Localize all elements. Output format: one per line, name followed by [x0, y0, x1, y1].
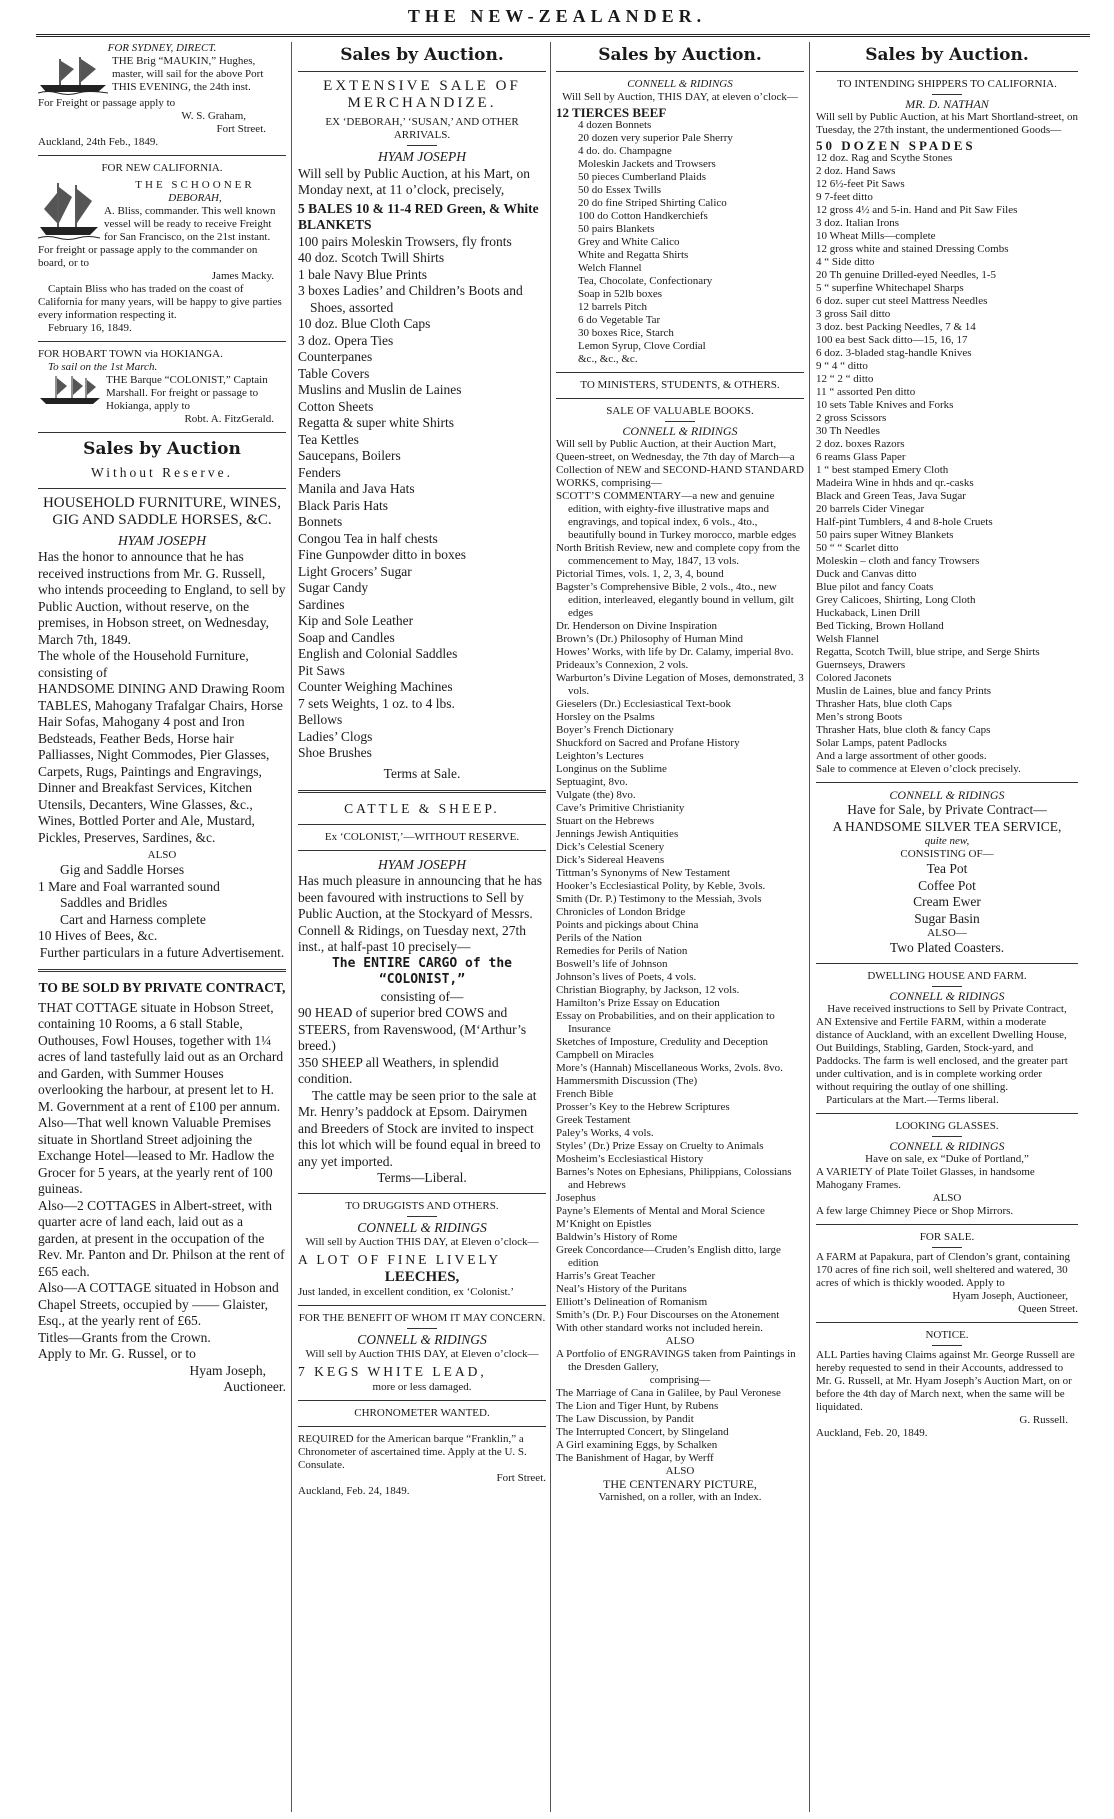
masthead-rule — [36, 34, 1090, 37]
list-item: Points and pickings about China — [556, 919, 699, 931]
list-item: Fine Gunpowder ditto in boxes — [298, 547, 466, 562]
list-item: Thrasher Hats, blue cloth Caps — [816, 698, 952, 710]
section-heading: Sales by Auction. — [865, 45, 1029, 65]
list-item: 20 do fine Striped Shirting Calico — [578, 197, 727, 209]
list-item: Soap and Candles — [298, 629, 395, 645]
list-item: Campbell on Miracles — [556, 1049, 654, 1061]
ad-heading: FOR HOBART TOWN via HOKIANGA. — [38, 348, 223, 360]
divider — [556, 372, 804, 373]
list-item: 6 reams Glass Paper — [816, 451, 906, 463]
list-item: The Marriage of Cana in Galilee, by Paul Veronese — [556, 1387, 781, 1399]
list-item: Longinus on the Sublime — [556, 763, 667, 775]
list-item: Greek Concordance—Cruden’s English ditto, large edition — [556, 1244, 781, 1269]
list-item: Black Paris Hats — [298, 497, 388, 513]
list-item: Sugar Candy — [298, 580, 369, 595]
list-item: Muslin de Laines, blue and fancy Prints — [816, 685, 992, 697]
list-item: Elliott’s Delineation of Romanism — [556, 1296, 708, 1308]
list-item: 3 doz. Opera Ties — [298, 332, 394, 348]
list-item: Harris’s Great Teacher — [556, 1270, 656, 1282]
list-item: 12 gross white and stained Dressing Combs — [816, 243, 1009, 255]
list-item: 100 pairs Moleskin Trowsers, fly fronts — [298, 233, 512, 249]
list-item: Moleskin Jackets and Trowsers — [578, 158, 716, 170]
list-item: 30 boxes Rice, Starch — [578, 327, 674, 339]
goods-list — [556, 119, 804, 366]
list-item: Counter Weighing Machines — [298, 679, 453, 694]
list-item: 30 Th Needles — [816, 425, 880, 437]
ad-heading: FOR SYDNEY, DIRECT. — [107, 42, 217, 54]
list-item: And a large assortment of other goods. — [816, 750, 987, 762]
list-item: Lemon Syrup, Clove Cordial — [578, 340, 706, 352]
list-item: Pictorial Times, vols. 1, 2, 3, 4, bound — [556, 568, 724, 580]
list-item: Moleskin – cloth and fancy Trowsers — [816, 555, 980, 567]
list-item: 20 Th genuine Drilled-eyed Needles, 1-5 — [816, 269, 997, 281]
list-item: Cotton Sheets — [298, 398, 374, 414]
list-item: Tea, Chocolate, Confectionary — [578, 275, 713, 287]
list-item: Johnson’s lives of Poets, 4 vols. — [556, 971, 697, 983]
list-item: Congou Tea in half chests — [298, 530, 438, 546]
list-item: 5 “ superfine Whitechapel Sharps — [816, 282, 964, 294]
list-item: French Bible — [556, 1088, 614, 1100]
list-item: Welch Flannel — [578, 262, 642, 274]
list-item: Men’s strong Boots — [816, 711, 903, 723]
divider — [298, 1193, 546, 1194]
list-item: Bonnets — [298, 514, 343, 529]
list-item: Stuart on the Hebrews — [556, 815, 655, 827]
list-item: Remedies for Perils of Nation — [556, 945, 688, 957]
divider — [556, 71, 804, 72]
list-item: Tea Pot — [926, 861, 968, 876]
list-item: 6 do Vegetable Tar — [578, 314, 661, 326]
column-rule — [550, 42, 551, 1812]
column-2: Sales by Auction. EXTENSIVE SALE OF MERCHANDIZE. EX ‘DEBORAH,’ ‘SUSAN,’ AND OTHER ARRIVALS. HYAM JOSEPH Will sell by Public Auction, at his Mart, on Monday next, at 11 o’clock, precisely, 5 BALES 10 & 11-4 RED Green, & White BLANKETS 100 pairs Moleskin Trowsers, fly fronts 40 doz. Scotch Twill Shirts 1 bale Navy Blue Prints 3 boxes Ladies’ and Children’s Boots and Shoes, assorted 10 doz. Blue Cloth Caps 3 doz. Opera Ties Counterpanes Table Covers Muslins and Muslin de Laines Cotton Sheets Regatta & super white Shirts Tea Kettles Saucepans, Boilers Fenders Manila and Java Hats Black Paris Hats Bonnets Congou Tea in half chests Fine Gunpowder ditto in boxes Light Grocers’ Sugar Sugar Candy Sardines Kip and Sole Leather Soap and Candles English and Colonial Saddles Pit Saws Counter Weighing Machines 7 sets Weights, 1 oz. to 4 lbs. Bellows Ladies’ Clogs Shoe Brushes Terms at Sale. CATTLE & SHEEP. Ex ‘COLONIST,’—WITHOUT RESERVE. HYAM JOSEPH Has much pleasure in announcing that he has been favoured with instructions to Sell by Public Auction, at the Stockyard of Messrs. Connell & Ridings, on Tuesday next, 27th inst., at half-past 10 precisely— The ENTIRE CARGO of the “COLONIST,” consisting of— 90 HEAD of superior bred COWS and STEERS, from Ravenswood, (M‘Arthur’s breed.) 350 SHEEP all Weathers, in splendid condition. The cattle may be seen prior to the sale at Mr. Henry’s paddock at Epsom. Dairymen and Breeders of Stock are invited to inspect this lot which will be found equal in breed to any yet imported. Terms—Liberal. TO DRUGGISTS AND OTHERS. CONNELL & RIDINGS Will sell by Auction THIS DAY, at Eleven o’clock— A LOT OF FINE LIVELY LEECHES, Just landed, in excellent condition, ex ‘Colonist.’ FOR THE BENEFIT OF WHOM IT MAY CONCERN. CONNELL & RIDINGS Will sell by Auction THIS DAY, at Eleven o’clock— 7 KEGS WHITE LEAD, more or less damaged. CHRONOMETER WANTED. REQUIRED for the American barque “Franklin,” a Chronometer of ascertained time. Apply at the U. S. Consulate. Fort Street. Auckland, Feb. 24, 1849. — [298, 45, 546, 1497]
list-item: Shuckford on Sacred and Profane History — [556, 737, 740, 749]
list-item: SCOTT’S COMMENTARY—a new and genuine edition, with eighty-five illustrative maps and engravings, and topical index, 6 vols., 4to., beautifully bound in Turkey morocco, marble edges — [556, 490, 797, 541]
list-item: Table Covers — [298, 365, 370, 381]
list-item: Jennings Jewish Antiquities — [556, 828, 679, 840]
list-item: Half-pint Tumblers, 4 and 8-hole Cruets — [816, 516, 993, 528]
list-item: Prosser’s Key to the Hebrew Scriptures — [556, 1101, 730, 1113]
divider — [38, 969, 286, 972]
masthead: THE NEW-ZEALANDER. — [407, 6, 707, 26]
list-item: The Law Discussion, by Pandit — [556, 1413, 694, 1425]
list-item: Madeira Wine in hhds and qr.-casks — [816, 477, 974, 489]
list-item: 50 “ “ Scarlet ditto — [816, 542, 899, 554]
list-item: 4 “ Side ditto — [816, 256, 875, 268]
divider — [816, 782, 1078, 783]
list-item: Smith’s (Dr. P.) Four Discourses on the Atonement — [556, 1309, 780, 1321]
list-item: Bed Ticking, Brown Holland — [816, 620, 944, 632]
list-item: 7 sets Weights, 1 oz. to 4 lbs. — [298, 695, 455, 711]
list-item: Manila and Java Hats — [298, 481, 415, 496]
column-rule — [291, 42, 292, 1812]
ad-title: LOOKING GLASSES. — [895, 1119, 999, 1132]
list-item: Sugar Basin — [914, 910, 980, 926]
list-item: 12 doz. Rag and Scythe Stones — [816, 152, 953, 164]
section-heading: Sales by Auction. — [598, 45, 762, 65]
list-item: Hamilton’s Prize Essay on Education — [556, 997, 720, 1009]
divider — [298, 1305, 546, 1306]
list-item: 20 dozen very superior Pale Sherry — [578, 132, 733, 144]
divider — [38, 488, 286, 489]
list-item: Counterpanes — [298, 349, 373, 364]
list-item: Huckaback, Linen Drill — [816, 607, 921, 619]
list-item: 50 do Essex Twills — [578, 184, 662, 196]
list-item: 2 gross Scissors — [816, 412, 887, 424]
list-item: Neal’s History of the Puritans — [556, 1283, 687, 1295]
column-3: Sales by Auction. CONNELL & RIDINGS Will Sell by Auction, THIS DAY, at eleven o’clock— 12 TIERCES BEEF 4 dozen Bonnets 20 dozen very superior Pale Sherry 4 do. do. Champagne Moleskin Jackets and Trowsers 50 pieces Cumberland Plaids 50 do Essex Twills 20 do fine Striped Shirting Calico 100 do Cotton Handkerchiefs 50 pairs Blankets Grey and White Calico White and Regatta Shirts Welch Flannel Tea, Chocolate, Confectionary Soap in 52lb boxes 12 barrels Pitch 6 do Vegetable Tar 30 boxes Rice, Starch Lemon Syrup, Clove Cordial &c., &c., &c. TO MINISTERS, STUDENTS, & OTHERS. SALE OF VALUABLE BOOKS. CONNELL & RIDINGS Will sell by Public Auction, at their Auction Mart, Queen-street, on Wednesday, the 7th day of March—a Collection of NEW and SECOND-HAND STANDARD WORKS, comprising— SCOTT’S COMMENTARY—a new and genuine edition, with eighty-five illustrative maps and engravings, and topical index, 6 vols., 4to., beautifully bound in Turkey morocco, marble edges North British Review, new and complete copy from the commencement to May, 1847, 13 vols. Pictorial Times, vols. 1, 2, 3, 4, bound Bagster’s Comprehensive Bible, 2 vols., 4to., new edition, interleaved, elegantly bound in vellum, gilt edges Dr. Henderson on Divine Inspiration Brown’s (Dr.) Philosophy of Human Mind Howes’ Works, with life by Dr. Calamy, imperial 8vo. Prideaux’s Connexion, 2 vols. Warburton’s Divine Legation of Moses, demonstrated, 3 vols. Gieselers (Dr.) Ecclesiastical Text-book Horsley on the Psalms Boyer’s French Dictionary Shuckford on Sacred and Profane History Leighton’s Lectures Longinus on the Sublime Septuagint, 8vo. Vulgate (the) 8vo. Cave’s Primitive Christianity Stuart on the Hebrews Jennings Jewish Antiquities Dick’s Celestial Scenery Dick’s Sidereal Heavens Tittman’s Synonyms of New Testament Hooker’s Ecclesiastical Polity, by Keble, 3vols. Smith (Dr. P.) Testimony to the Messiah, 3vols Chronicles of London Bridge Points and pickings about China Perils of the Nation Remedies for Perils of Nation Boswell’s life of Johnson Johnson’s lives of Poets, 4 vols. Christian Biography, by Jackson, 12 vols. Hamilton’s Prize Essay on Education Essay on Probabilities, and on their application to Insurance Sketches of Imposture, Credulity and Deception Campbell on Miracles More’s (Hannah) Miscellaneous Works, 2vols. 8vo. Hammersmith Discussion (The) French Bible Prosser’s Key to the Hebrew Scriptures Greek Testament Paley’s Works, 4 vols. Styles’ (Dr.) Prize Essay on Cruelty to Animals Mosheim’s Ecclesiastical History Barnes’s Notes on Ephesians, Philippians, Colossians and Hebrews Josephus Payne’s Elements of Mental and Moral Science M‘Knight on Epistles Baldwin’s History of Rome Greek Concordance—Cruden’s English ditto, large edition Harris’s Great Teacher Neal’s History of the Puritans Elliott’s Delineation of Romanism Smith’s (Dr. P.) Four Discourses on the Atonement With other standard works not included herein. ALSO A Portfolio of ENGRAVINGS taken from Paintings in the Dresden Gallery, comprising— The Marriage of Cana in Galilee, by Paul Veronese The Lion and Tiger Hunt, by Rubens The Law Discussion, by Pandit The Interrupted Concert, by Slingeland A Girl examining Eggs, by Schalken The Banishment of Hagar, by Werff ALSO THE CENTENARY PICTURE, Varnished, on a roller, with an Index. — [556, 45, 804, 1503]
divider — [38, 432, 286, 433]
list-item: 9 7-feet ditto — [816, 191, 873, 203]
list-item: 12 “ 2 “ ditto — [816, 373, 874, 385]
ship-icon — [38, 55, 108, 95]
list-item: Colored Jaconets — [816, 672, 892, 684]
list-item: Soap in 52lb boxes — [578, 288, 663, 300]
list-item: North British Review, new and complete copy from the commencement to May, 1847, 13 vols. — [556, 542, 800, 567]
list-item: 2 doz. boxes Razors — [816, 438, 905, 450]
list-item: Barnes’s Notes on Ephesians, Philippians, Colossians and Hebrews — [556, 1166, 792, 1191]
divider — [38, 155, 286, 156]
list-item: 10 doz. Blue Cloth Caps — [298, 316, 431, 331]
list-item: 1 “ best stamped Emery Cloth — [816, 464, 949, 476]
list-item: 1 bale Navy Blue Prints — [298, 266, 427, 282]
ad-title: CATTLE & SHEEP. — [344, 801, 500, 816]
list-item: 100 do Cotton Handkerchiefs — [578, 210, 708, 222]
divider — [816, 1113, 1078, 1114]
ad-heading: FOR NEW CALIFORNIA. — [101, 162, 223, 174]
ad-title: CHRONOMETER WANTED. — [354, 1406, 490, 1419]
list-item: 10 sets Table Knives and Forks — [816, 399, 954, 411]
list-item: 3 doz. Italian Irons — [816, 217, 900, 229]
list-item: Boswell’s life of Johnson — [556, 958, 668, 970]
list-item: Pit Saws — [298, 662, 345, 678]
list-item: Thrasher Hats, blue cloth & fancy Caps — [816, 724, 991, 736]
goods-list — [816, 152, 1078, 763]
list-item: Warburton’s Divine Legation of Moses, demonstrated, 3 vols. — [556, 672, 804, 697]
tea-service-list — [816, 861, 1078, 927]
list-item: 50 pairs Blankets — [578, 223, 655, 235]
list-item: Prideaux’s Connexion, 2 vols. — [556, 659, 689, 671]
list-item: Tittman’s Synonyms of New Testament — [556, 867, 731, 879]
list-item: Gieselers (Dr.) Ecclesiastical Text-book — [556, 698, 731, 710]
list-item: Grey and White Calico — [578, 236, 680, 248]
list-item: English and Colonial Saddles — [298, 646, 458, 661]
column-1: FOR SYDNEY, DIRECT. THE Brig “MAUKIN,” Hughes, master, will sail for the above Port THIS EVENING, the 24th inst. For Freight or passage apply to W. S. Graham, Fort Street. Auckland, 24th Feb., 1849. FOR NEW CALIFORNIA. THE SCHOONER DEBORAH, A. Bliss, commander. This well known vessel will be ready to receive Freight for San Francisco, on the 21st instant. For freight or passage apply to the commander on board, or to James Macky. Captain Bliss who has traded on the coast of California for many years, will be happy to give parties every information respecting it. February 16, 1849. FOR HOBART TOWN via HOKIANGA. To sail on the 1st March. THE Barque “COLONIST,” Captain Marshall. For freight or passage to Hokianga, apply to Robt. A. FitzGerald. Sales by Auction Without Reserve. HOUSEHOLD FURNITURE, WINES, GIG AND SADDLE HORSES, &C. HYAM JOSEPH Has the honor to announce that he has received instructions from Mr. G. Russell, who intends proceeding to England, to sell by Public Auction, without reserve, on the premises, in Hobson street, on Wednesday, March 7th, 1849. The whole of the Household Furniture, consisting of HANDSOME DINING AND Drawing Room TABLES, Mahogany Trafalgar Chairs, Horse Hair Sofas, Mahogany 4 post and Iron Bedsteads, Feather Beds, Horse hair Palliasses, Night Commodes, Pier Glasses, Carpets, Rugs, Paintings and Engravings, Dinner and Breakfast Services, Kitchen Utensils, Decanters, Wine Glasses, &c., Wines, Bottled Porter and Ale, Mustard, Pickles, Preserves, Sardines, &c. ALSO Gig and Saddle Horses 1 Mare and Foal warranted sound Saddles and Bridles Cart and Harness complete 10 Hives of Bees, &c. Further particulars in a future Advertisement. TO BE SOLD BY PRIVATE CONTRACT, THAT COTTAGE situate in Hobson Street, containing 10 Rooms, a 6 stall Stable, Outhouses, Fowl Houses, together with 1¼ acres of land tastefully laid out as an Orchard and Garden, with Summer Houses overlooking the harbour, at present let to H. M. Government at a rent of £100 per annum. Also—That well known Valuable Premises situate in Shortland Street adjoining the Exchange Hotel—leased to Mr. Hadlow the Grocer for 5 years, at the yearly rent of 100 guineas. Also—2 COTTAGES in Albert-street, with quarter acre of land each, laid out as a garden, at present in the occupation of the Rev. Mr. Panton and Dr. Philson at the rent of £65 each. Also—A COTTAGE situated in Hobson and Chapel Streets, occupied by —— Glaister, Esq., at the yearly rent of £65. Titles—Grants from the Crown. Apply to Mr. G. Russel, or to Hyam Joseph, Auctioneer. — [38, 42, 286, 1394]
list-item: Bellows — [298, 712, 343, 727]
list-item: 12 barrels Pitch — [578, 301, 648, 313]
list-item: A Girl examining Eggs, by Schalken — [556, 1439, 718, 1451]
list-item: Blue pilot and fancy Coats — [816, 581, 934, 593]
list-item: Boyer’s French Dictionary — [556, 724, 674, 736]
list-item: 2 doz. Hand Saws — [816, 165, 896, 177]
list-item: &c., &c., &c. — [578, 353, 638, 365]
column-4: Sales by Auction. TO INTENDING SHIPPERS TO CALIFORNIA. MR. D. NATHAN Will sell by Public Auction, at his Mart Shortland-street, on Tuesday, the 27th instant, the undermentioned Goods— 50 DOZEN SPADES 12 doz. Rag and Scythe Stones 2 doz. Hand Saws 12 6½-feet Pit Saws 9 7-feet ditto 12 gross 4½ and 5-in. Hand and Pit Saw Files 3 doz. Italian Irons 10 Wheat Mills—complete 12 gross white and stained Dressing Combs 4 “ Side ditto 20 Th genuine Drilled-eyed Needles, 1-5 5 “ superfine Whitechapel Sharps 6 doz. super cut steel Mattress Needles 3 gross Sail ditto 3 doz. best Packing Needles, 7 & 14 100 ea best Sack ditto—15, 16, 17 6 doz. 3-bladed stag-handle Knives 9 “ 4 “ ditto 12 “ 2 “ ditto 11 “ assorted Pen ditto 10 sets Table Knives and Forks 2 gross Scissors 30 Th Needles 2 doz. boxes Razors 6 reams Glass Paper 1 “ best stamped Emery Cloth Madeira Wine in hhds and qr.-casks Black and Green Teas, Java Sugar 20 barrels Cider Vinegar Half-pint Tumblers, 4 and 8-hole Cruets 50 pairs super Witney Blankets 50 “ “ Scarlet ditto Moleskin – cloth and fancy Trowsers Duck and Canvas ditto Blue pilot and fancy Coats Grey Calicoes, Shirting, Long Cloth Huckaback, Linen Drill Bed Ticking, Brown Holland Welsh Flannel Regatta, Scotch Twill, blue stripe, and Serge Shirts Guernseys, Drawers Colored Jaconets Muslin de Laines, blue and fancy Prints Thrasher Hats, blue cloth Caps Men’s strong Boots Thrasher Hats, blue cloth & fancy Caps Solar Lamps, patent Padlocks And a large assortment of other goods. Sale to commence at Eleven o’clock precisely. CONNELL & RIDINGS Have for Sale, by Private Contract— A HANDSOME SILVER TEA SERVICE, quite new, CONSISTING OF— Tea Pot Coffee Pot Cream Ewer Sugar Basin ALSO— Two Plated Coasters. DWELLING HOUSE AND FARM. CONNELL & RIDINGS Have received instructions to Sell by Private Contract, AN Extensive and Fertile FARM, within a moderate distance of Auckland, with an excellent Dwelling House, Out Buildings, Stabling, Garden, Stock-yard, and Paddocks. The farm is well enclosed, and the greater part under cultivation, and is in complete working order without requiring the outlay of one shilling. Particulars at the Mart.—Terms liberal. LOOKING GLASSES. CONNELL & RIDINGS Have on sale, ex “Duke of Portland,” A VARIETY of Plate Toilet Glasses, in handsome Mahogany Frames. ALSO A few large Chimney Piece or Shop Mirrors. FOR SALE. A FARM at Papakura, part of Clendon’s grant, containing 170 acres of fine rich soil, well sheltered and watered, 30 acres of which is thickly wooded. Apply to Hyam Joseph, Auctioneer, Queen Street. NOTICE. ALL Parties having Claims against Mr. George Russell are hereby requested to send in their Accounts, addressed to Mr. G. Russell, at Mr. Hyam Joseph’s Auction Mart, on or before the 4th day of March next, when the same will be liquidated. G. Russell. Auckland, Feb. 20, 1849. — [816, 45, 1078, 1439]
ad-title: DWELLING HOUSE AND FARM. — [867, 969, 1027, 982]
divider — [298, 790, 546, 793]
list-item: Hammersmith Discussion (The) — [556, 1075, 698, 1087]
list-item: Tea Kettles — [298, 431, 359, 447]
list-item: Howes’ Works, with life by Dr. Calamy, imperial 8vo. — [556, 646, 794, 658]
divider — [816, 1224, 1078, 1225]
list-item: Josephus — [556, 1192, 596, 1204]
list-item: The Banishment of Hagar, by Werff — [556, 1452, 714, 1464]
section-heading: Sales by Auction — [83, 439, 241, 459]
column-rule — [809, 42, 810, 1812]
list-item: Essay on Probabilities, and on their application to Insurance — [556, 1010, 775, 1035]
divider — [816, 1322, 1078, 1323]
list-item: Guernseys, Drawers — [816, 659, 906, 671]
list-item: 50 pairs super Witney Blankets — [816, 529, 954, 541]
list-item: Kip and Sole Leather — [298, 613, 414, 628]
list-item: 6 doz. super cut steel Mattress Needles — [816, 295, 988, 307]
list-item: Muslins and Muslin de Laines — [298, 382, 462, 397]
list-item: Perils of the Nation — [556, 932, 642, 944]
list-item: Horsley on the Psalms — [556, 711, 655, 723]
list-item: White and Regatta Shirts — [578, 249, 689, 261]
list-item: 9 “ 4 “ ditto — [816, 360, 868, 372]
list-item: Baldwin’s History of Rome — [556, 1231, 678, 1243]
list-item: Regatta & super white Shirts — [298, 415, 454, 430]
schooner-icon — [38, 179, 100, 241]
list-item: Dick’s Celestial Scenery — [556, 841, 665, 853]
list-item: Saucepans, Boilers — [298, 448, 401, 463]
list-item: Septuagint, 8vo. — [556, 776, 628, 788]
list-item: 10 Wheat Mills—complete — [816, 230, 936, 242]
merchandise-list — [298, 234, 546, 762]
list-item: Sardines — [298, 596, 345, 612]
list-item: Coffee Pot — [918, 877, 976, 893]
ad-title: NOTICE. — [925, 1328, 969, 1341]
list-item: Leighton’s Lectures — [556, 750, 644, 762]
divider — [816, 71, 1078, 72]
list-item: Mosheim’s Ecclesiastical History — [556, 1153, 704, 1165]
list-item: Duck and Canvas ditto — [816, 568, 917, 580]
ad-title: FOR SALE. — [919, 1230, 975, 1243]
divider — [38, 341, 286, 342]
divider — [298, 71, 546, 72]
list-item: Paley’s Works, 4 vols. — [556, 1127, 654, 1139]
list-item: Christian Biography, by Jackson, 12 vols. — [556, 984, 740, 996]
ad-title: TO INTENDING SHIPPERS TO CALIFORNIA. — [837, 78, 1057, 90]
list-item: The Interrupted Concert, by Slingeland — [556, 1426, 729, 1438]
list-item: Ladies’ Clogs — [298, 728, 373, 744]
list-item: Light Grocers’ Sugar — [298, 563, 412, 579]
list-item: 11 “ assorted Pen ditto — [816, 386, 916, 398]
list-item: Greek Testament — [556, 1114, 631, 1126]
list-item: 40 doz. Scotch Twill Shirts — [298, 250, 445, 265]
list-item: Bagster’s Comprehensive Bible, 2 vols., 4to., new edition, interleaved, elegantly bound in vellum, gilt edges — [556, 581, 794, 619]
list-item: Black and Green Teas, Java Sugar — [816, 490, 966, 502]
ad-title: EXTENSIVE SALE OF MERCHANDIZE. — [323, 78, 521, 111]
list-item: 50 pieces Cumberland Plaids — [578, 171, 707, 183]
list-item: Dick’s Sidereal Heavens — [556, 854, 665, 866]
ad-title: TO BE SOLD BY PRIVATE CONTRACT, — [38, 980, 286, 995]
ad-title: TO MINISTERS, STUDENTS, & OTHERS. — [580, 379, 780, 391]
list-item: Cream Ewer — [913, 894, 981, 909]
ad-title: TO DRUGGISTS AND OTHERS. — [345, 1199, 499, 1212]
list-item: 3 doz. best Packing Needles, 7 & 14 — [816, 321, 976, 333]
list-item: Shoe Brushes — [298, 745, 372, 760]
list-item: 6 doz. 3-bladed stag-handle Knives — [816, 347, 972, 359]
list-item: More’s (Hannah) Miscellaneous Works, 2vols. 8vo. — [556, 1062, 783, 1074]
list-item: Fenders — [298, 464, 341, 480]
list-item: Smith (Dr. P.) Testimony to the Messiah, 3vols — [556, 893, 762, 905]
list-item: 12 6½-feet Pit Saws — [816, 178, 905, 190]
ad-title: HOUSEHOLD FURNITURE, WINES, GIG AND SADDLE HORSES, &C. — [42, 494, 282, 528]
barque-icon — [38, 374, 102, 408]
list-item: Brown’s (Dr.) Philosophy of Human Mind — [556, 633, 743, 645]
list-item: 3 boxes Ladies’ and Children’s Boots and Shoes, assorted — [298, 283, 523, 315]
list-item: 4 do. do. Champagne — [578, 145, 672, 157]
divider — [816, 963, 1078, 964]
engravings-list — [556, 1387, 804, 1465]
list-item: Welsh Flannel — [816, 633, 879, 645]
section-heading: Sales by Auction. — [340, 45, 504, 65]
list-item: Solar Lamps, patent Padlocks — [816, 737, 947, 749]
list-item: Vulgate (the) 8vo. — [556, 789, 636, 801]
books-list — [556, 490, 804, 1335]
list-item: Chronicles of London Bridge — [556, 906, 686, 918]
ad-title: FOR THE BENEFIT OF WHOM IT MAY CONCERN. — [298, 1311, 546, 1324]
list-item: Grey Calicoes, Shirting, Long Cloth — [816, 594, 976, 606]
list-item: 3 gross Sail ditto — [816, 308, 891, 320]
list-item: Regatta, Scotch Twill, blue stripe, and Serge Shirts — [816, 646, 1040, 658]
list-item: The Lion and Tiger Hunt, by Rubens — [556, 1400, 719, 1412]
list-item: 100 ea best Sack ditto—15, 16, 17 — [816, 334, 968, 346]
list-item: Cave’s Primitive Christianity — [556, 802, 685, 814]
list-item: Payne’s Elements of Mental and Moral Science — [556, 1205, 765, 1217]
list-item: 20 barrels Cider Vinegar — [816, 503, 925, 515]
list-item: M‘Knight on Epistles — [556, 1218, 652, 1230]
list-item: Hooker’s Ecclesiastical Polity, by Keble, 3vols. — [556, 880, 766, 892]
list-item: Styles’ (Dr.) Prize Essay on Cruelty to Animals — [556, 1140, 764, 1152]
list-item: Sketches of Imposture, Credulity and Deception — [556, 1036, 769, 1048]
list-item: 12 gross 4½ and 5-in. Hand and Pit Saw Files — [816, 204, 1018, 216]
list-item: 4 dozen Bonnets — [578, 119, 652, 131]
divider — [298, 1400, 546, 1401]
list-item: Dr. Henderson on Divine Inspiration — [556, 620, 717, 632]
list-item: With other standard works not included herein. — [556, 1322, 763, 1334]
